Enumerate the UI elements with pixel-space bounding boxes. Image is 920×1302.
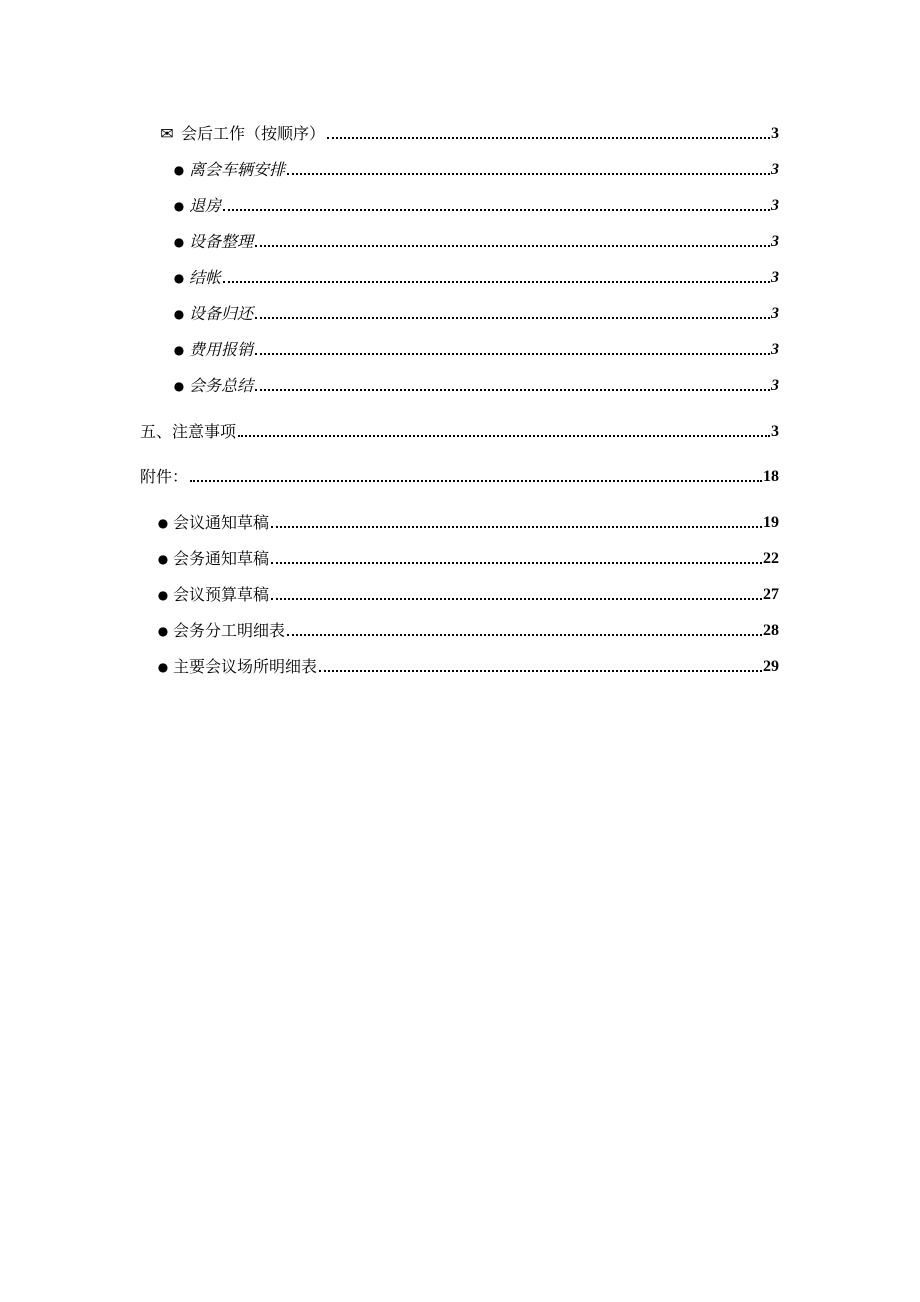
dot-leader <box>223 281 770 283</box>
dot-leader <box>190 480 762 482</box>
dot-leader <box>287 634 762 636</box>
toc-entry-label: 设备归还 <box>189 304 254 323</box>
bullet-icon: ● <box>173 235 185 249</box>
toc-entry-equipment-sorting[interactable] <box>172 226 779 252</box>
toc-entry-affairs-notice-draft[interactable] <box>156 543 779 569</box>
toc-entry-label: 费用报销 <box>189 340 254 359</box>
toc-page-number: 28 <box>763 622 779 639</box>
bullet-icon: ● <box>157 624 169 638</box>
toc-entry-label: 会务通知草稿 <box>173 549 270 568</box>
toc-entry-label: 会务分工明细表 <box>173 621 286 640</box>
toc-entry-label: 结帐 <box>189 268 222 287</box>
toc-entry-departure-vehicles[interactable] <box>172 154 779 180</box>
bullet-icon: ● <box>173 271 185 285</box>
dot-leader <box>255 389 770 391</box>
toc-entry-equipment-return[interactable] <box>172 298 779 324</box>
dot-leader <box>223 209 770 211</box>
bullet-icon: ● <box>173 343 185 357</box>
dot-leader <box>319 670 762 672</box>
bullet-icon: ● <box>173 307 185 321</box>
toc-entry-budget-draft[interactable] <box>156 579 779 605</box>
bullet-icon: ● <box>157 588 169 602</box>
toc-page-number: 19 <box>763 514 779 531</box>
toc-entry-label: 附件： <box>140 467 189 486</box>
toc-entry-label: 会务总结 <box>189 376 254 395</box>
toc-page-number: 3 <box>771 197 779 214</box>
toc-entry-label: 离会车辆安排 <box>189 160 286 179</box>
dot-leader <box>287 173 770 175</box>
bullet-icon: ● <box>173 379 185 393</box>
dot-leader <box>271 598 762 600</box>
toc-entry-attachments[interactable] <box>140 461 779 487</box>
toc-entry-meeting-summary[interactable] <box>172 370 779 396</box>
toc-page-number: 3 <box>771 269 779 286</box>
bullet-icon: ● <box>173 199 185 213</box>
toc-entry-label: 会议预算草稿 <box>173 585 270 604</box>
bullet-icon: ● <box>157 660 169 674</box>
toc-page-number: 3 <box>771 305 779 322</box>
toc-entry-settlement[interactable] <box>172 262 779 288</box>
toc-entry-label: 会后工作（按顺序） <box>181 124 326 143</box>
toc-entry-label: 五、注意事项 <box>140 422 237 441</box>
dot-leader <box>271 526 762 528</box>
dot-leader <box>255 245 770 247</box>
toc-page-number: 3 <box>771 377 779 394</box>
bullet-icon: ● <box>157 552 169 566</box>
toc-page-number: 3 <box>771 125 779 142</box>
toc-page-number: 27 <box>763 586 779 603</box>
toc-entry-division-of-labor[interactable] <box>156 615 779 641</box>
toc-page-number: 3 <box>771 161 779 178</box>
toc-entry-section-five[interactable] <box>140 416 779 442</box>
toc-page-number: 22 <box>763 550 779 567</box>
bullet-icon: ● <box>157 516 169 530</box>
toc-entry-expense-reimbursement[interactable] <box>172 334 779 360</box>
toc-page-number: 18 <box>763 468 779 485</box>
toc-entry-checkout[interactable] <box>172 190 779 216</box>
toc-entry-label: 退房 <box>189 196 222 215</box>
toc-page-number: 3 <box>771 233 779 250</box>
toc-page-number: 3 <box>771 423 779 440</box>
dot-leader <box>255 353 770 355</box>
dot-leader <box>238 435 770 437</box>
dot-leader <box>327 137 770 139</box>
toc-entry-label: 会议通知草稿 <box>173 513 270 532</box>
dot-leader <box>255 317 770 319</box>
bullet-icon: ● <box>173 163 185 177</box>
toc-page-number: 3 <box>771 341 779 358</box>
dot-leader <box>271 562 762 564</box>
toc-entry-post-meeting[interactable] <box>156 118 779 144</box>
toc-entry-label: 主要会议场所明细表 <box>173 657 318 676</box>
toc-page-number: 29 <box>763 658 779 675</box>
envelope-icon: ✉ <box>160 124 174 143</box>
toc-entry-meeting-notice-draft[interactable] <box>156 507 779 533</box>
toc-entry-venue-list[interactable] <box>156 651 779 677</box>
toc-entry-label: 设备整理 <box>189 232 254 251</box>
